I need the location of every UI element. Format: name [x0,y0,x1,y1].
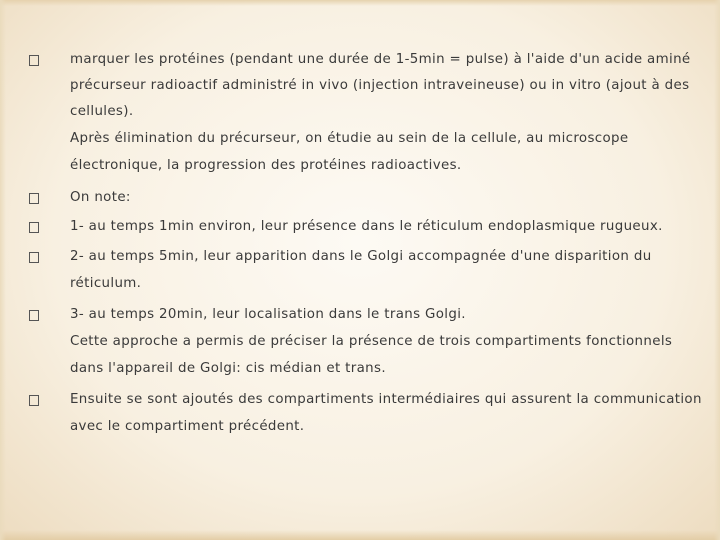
text-line: Cette approche a permis de préciser la présence de trois compartiments fonctionnels [70,334,673,349]
text-line: cellules). [70,104,134,119]
slide-edge-left [0,0,6,540]
text-line: réticulum. [70,276,142,291]
bullet-square-icon [29,55,39,66]
slide-edge-right [714,0,720,540]
bullet-square-icon [29,193,39,204]
text-line: avec le compartiment précédent. [70,419,305,434]
text-line: Après élimination du précurseur, on étudie au sein de la cellule, au microscope [70,131,629,146]
text-line: 1- au temps 1min environ, leur présence dans le réticulum endoplasmique rugueux. [70,219,663,234]
text-line: précurseur radioactif administré in vivo (injection intraveineuse) ou in vitro (ajout à des [70,78,690,93]
bullet-square-icon [29,252,39,263]
text-line: marquer les protéines (pendant une durée de 1-5min = pulse) à l'aide d'un acide aminé [70,52,691,67]
text-line: dans l'appareil de Golgi: cis médian et trans. [70,361,386,376]
text-line: électronique, la progression des protéines radioactives. [70,158,462,173]
slide-edge-bottom [0,530,720,540]
bullet-square-icon [29,222,39,233]
slide-edge-top [0,0,720,6]
text-line: 3- au temps 20min, leur localisation dans le trans Golgi. [70,307,466,322]
text-line: Ensuite se sont ajoutés des compartiments intermédiaires qui assurent la communication [70,392,702,407]
bullet-square-icon [29,395,39,406]
text-line: On note: [70,190,131,205]
text-line: 2- au temps 5min, leur apparition dans le Golgi accompagnée d'une disparition du [70,249,652,264]
bullet-square-icon [29,310,39,321]
